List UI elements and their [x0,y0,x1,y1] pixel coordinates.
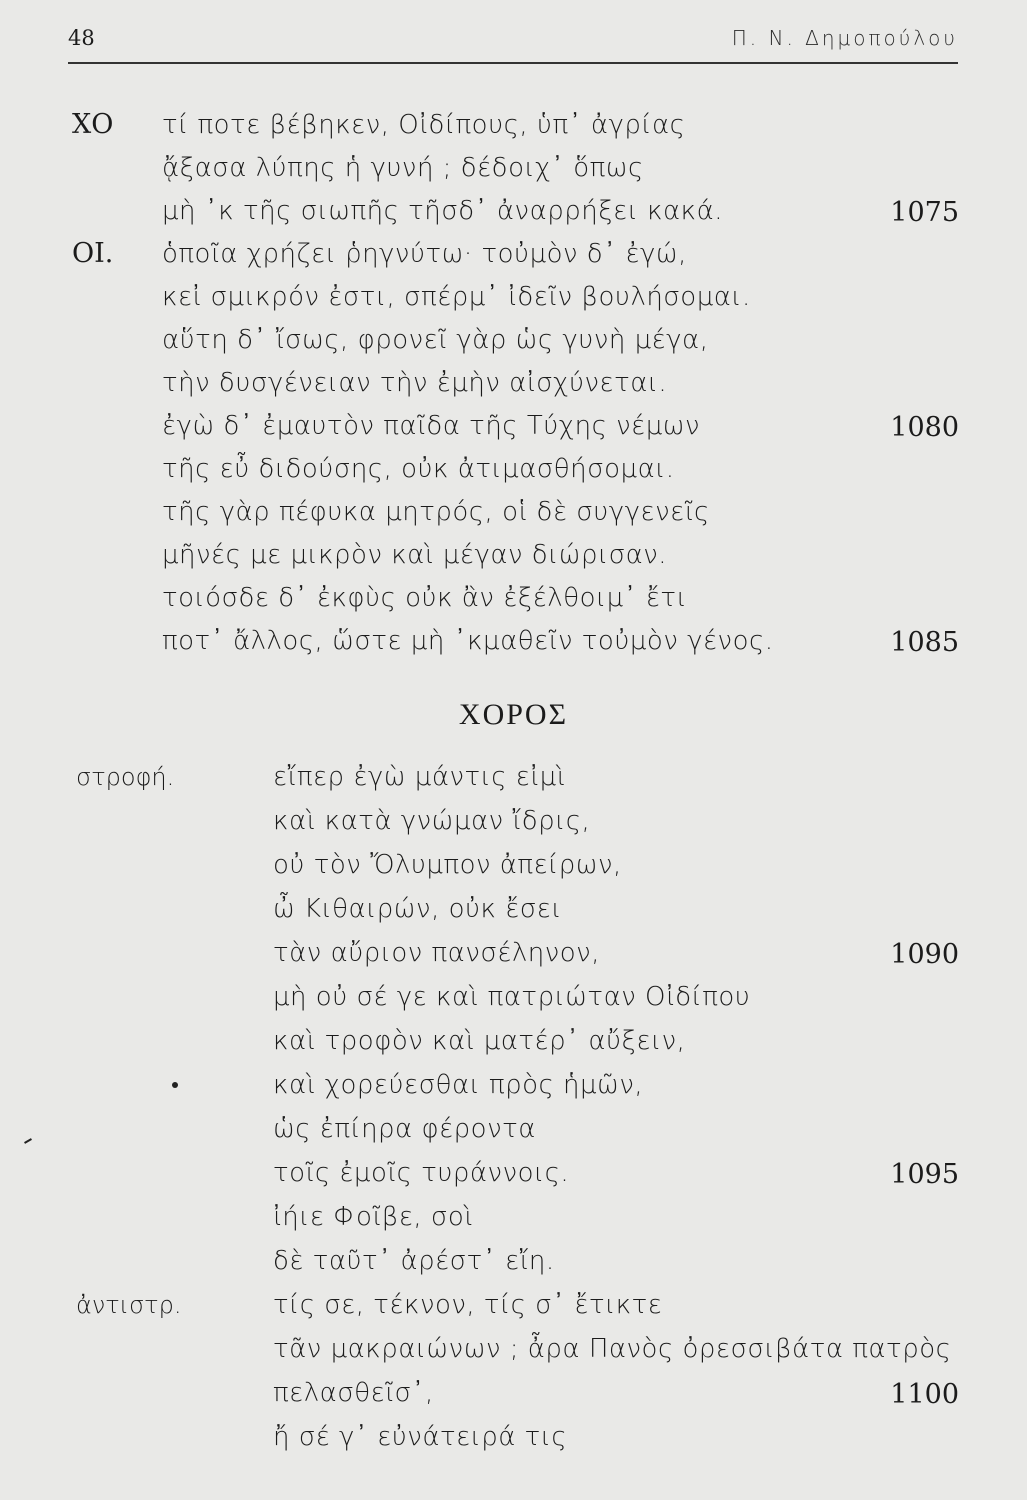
verse-line [0,190,1027,232]
verse-text: οὐ τὸν Ὄλυμπον ἀπείρων, [273,850,622,880]
verse-line [0,233,1027,275]
verse-line [0,1108,1027,1150]
verse-text: ᾄξασα λύπης ἡ γυνή ; δέδοιχ᾽ ὅπως [162,153,644,183]
verse-text: μὴ ᾽κ τῆς σιωπῆς τῆσδ᾽ ἀναρρήξει κακά. [162,196,723,226]
line-number: 1090 [890,939,959,970]
verse-text: εἴπερ ἐγὼ μάντις εἰμὶ [273,762,566,792]
verse-text: τίς σε, τέκνον, τίς σ᾽ ἔτικτε [273,1290,663,1320]
verse-text: τὰν αὔριον πανσέληνον, [273,938,600,968]
line-number: 1095 [890,1159,959,1190]
verse-text: καὶ κατὰ γνώμαν ἴδρις, [273,806,591,836]
verse-line [0,104,1027,146]
verse-line [0,147,1027,189]
verse-text: ὦ Κιθαιρών, οὐκ ἔσει [273,894,562,924]
verse-line [0,1064,1027,1106]
verse-line [0,534,1027,576]
verse-line [0,976,1027,1018]
ink-dot [172,1082,178,1088]
verse-text: καὶ τροφὸν καὶ ματέρ᾽ αὔξειν, [273,1026,686,1056]
verse-text: αὕτη δ᾽ ἴσως, φρονεῖ γὰρ ὡς γυνὴ μέγα, [162,325,709,355]
strophe-label: ἀντιστρ. [76,1291,182,1319]
verse-line [0,1152,1027,1194]
page-number: 48 [68,26,95,50]
verse-line [0,844,1027,886]
speaker-label: ΟΙ. [72,238,114,269]
verse-text: ἤ σέ γ᾽ εὐνάτειρά τις [273,1422,568,1452]
verse-text: τῆς γὰρ πέφυκα μητρός, οἱ δὲ συγγενεῖς [162,497,710,527]
verse-text: τοῖς ἐμοῖς τυράννοις. [273,1158,570,1188]
verse-line [0,620,1027,662]
verse-text: τᾶν μακραιώνων ; ἆρα Πανὸς ὀρεσσιβάτα πατρὸς [273,1334,952,1364]
verse-line [0,405,1027,447]
verse-line [0,319,1027,361]
verse-text: ὡς ἐπίηρα φέροντα [273,1114,536,1144]
running-head: Π. Ν. Δημοπούλου [731,26,958,50]
verse-text: δὲ ταῦτ᾽ ἀρέστ᾽ εἴη. [273,1246,555,1276]
verse-text: τὴν δυσγένειαν τὴν ἐμὴν αἰσχύνεται. [162,368,668,398]
line-number: 1075 [890,197,959,228]
verse-line [0,491,1027,533]
verse-line [0,932,1027,974]
verse-text: ἐγὼ δ᾽ ἐμαυτὸν παῖδα τῆς Τύχης νέμων [162,411,701,441]
verse-text: καὶ χορεύεσθαι πρὸς ἡμῶν, [273,1070,644,1100]
speaker-label: ΧΟ [72,109,114,140]
verse-text: ποτ᾽ ἄλλος, ὥστε μὴ ᾽κμαθεῖν τοὐμὸν γένος. [162,626,774,656]
verse-line [0,1372,1027,1414]
verse-line [0,1328,1027,1370]
verse-text: πελασθεῖσ᾽, [273,1378,434,1408]
verse-line [0,362,1027,404]
verse-text: τῆς εὖ διδούσης, οὐκ ἀτιμασθήσομαι. [162,454,675,484]
verse-text: μῆνές με μικρὸν καὶ μέγαν διώρισαν. [162,540,667,570]
header-rule [68,62,958,64]
chorus-heading: ΧΟΡΟΣ [458,698,569,731]
line-number: 1085 [890,627,959,658]
verse-line [0,1284,1027,1326]
verse-text: κεἰ σμικρόν ἐστι, σπέρμ᾽ ἰδεῖν βουλήσομαι. [162,282,751,312]
verse-line [0,448,1027,490]
verse-text: ἰήιε Φοῖβε, σοὶ [273,1202,474,1232]
strophe-label: στροφή. [76,763,175,791]
verse-line [0,276,1027,318]
verse-text: τοιόσδε δ᾽ ἐκφὺς οὐκ ἂν ἐξέλθοιμ᾽ ἔτι [162,583,688,613]
verse-line [0,1240,1027,1282]
verse-text: τί ποτε βέβηκεν, Οἰδίπους, ὑπ᾽ ἀγρίας [162,110,686,140]
verse-line [0,1416,1027,1458]
page-header [68,26,958,58]
verse-line [0,1020,1027,1062]
verse-line [0,800,1027,842]
line-number: 1080 [890,412,959,443]
verse-line [0,888,1027,930]
verse-text: μὴ οὐ σέ γε καὶ πατριώταν Οἰδίπου [273,982,751,1012]
line-number: 1100 [890,1379,959,1410]
verse-line [0,577,1027,619]
verse-line [0,756,1027,798]
verse-text: ὁποῖα χρήζει ῥηγνύτω· τοὐμὸν δ᾽ ἐγώ, [162,239,687,269]
verse-line [0,1196,1027,1238]
